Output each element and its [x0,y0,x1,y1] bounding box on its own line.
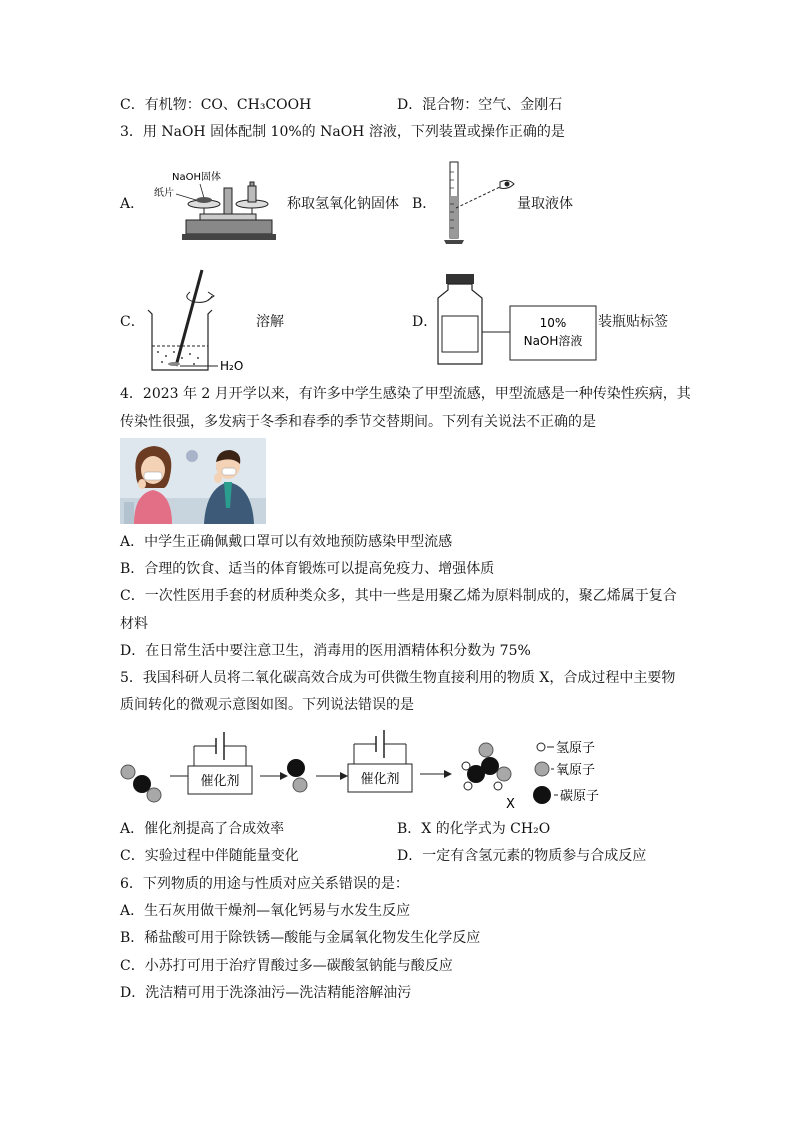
q5-stem-line2: 质间转化的微观示意图如图。下列说法错误的是 [120,697,414,713]
measuring-cylinder-illustration [440,160,520,248]
q3-d-letter: D． [412,314,438,330]
q3-d-caption: 装瓶贴标签 [598,314,668,330]
legend-carbon-label: 碳原子 [560,789,600,804]
q3-b-letter: B． [412,196,437,212]
q3-b-caption: 量取液体 [517,196,573,212]
catalyst-label-1: 催化剂 [200,774,240,789]
q5-option-d: D．一定有含氢元素的物质参与合成反应 [397,848,647,864]
q3-c-letter: C． [120,314,145,330]
q4-stem-line2: 传染性很强，多发病于冬季和春季的季节交替期间。下列有关说法不正确的是 [120,414,596,430]
product-x-label: X [506,797,515,812]
water-label: H₂O [220,359,244,373]
q3-a-caption: 称取氢氧化钠固体 [287,196,399,212]
q4-option-c-line1: C．一次性医用手套的材质种类众多，其中一些是用聚乙烯为原料制成的，聚乙烯属于复合 [120,588,677,604]
bottle-label-solution: NaOH溶液 [523,334,583,348]
legend-oxygen-label: 氧原子 [556,763,596,778]
q5-stem-line1: 5．我国科研人员将二氧化碳高效合成为可供微生物直接利用的物质 X，合成过程中主要物 [120,670,676,686]
paper-label: 纸片 [154,188,174,199]
legend-hydrogen-label: 氢原子 [556,741,596,756]
q4-option-d: D．在日常生活中要注意卫生，消毒用的医用酒精体积分数为 75% [120,643,531,659]
balance-illustration [152,166,277,242]
q5-option-c: C．实验过程中伴随能量变化 [120,848,299,864]
q6-option-d: D．洗洁精可用于洗涤油污—洗洁精能溶解油污 [120,985,412,1001]
q4-stem-line1: 4．2023 年 2 月开学以来，有许多中学生感染了甲型流感，甲型流感是一种传染性疾病，其 [120,386,691,402]
q2-option-d: D．混合物：空气、金刚石 [397,97,563,113]
flu-cartoon-image [120,438,266,524]
reagent-bottle-illustration [436,272,598,368]
q4-option-a: A．中学生正确佩戴口罩可以有效地预防感染甲型流感 [120,534,453,550]
q4-option-b: B．合理的饮食、适当的体育锻炼可以提高免疫力、增强体质 [120,561,495,577]
q3-stem: 3．用 NaOH 固体配制 10%的 NaOH 溶液，下列装置或操作正确的是 [120,124,565,140]
q6-option-a: A．生石灰用做干燥剂—氧化钙易与水发生反应 [120,903,411,919]
q5-option-a: A．催化剂提高了合成效率 [120,821,285,837]
q6-option-c: C．小苏打可用于治疗胃酸过多—碳酸氢钠能与酸反应 [120,958,453,974]
q5-option-b: B．X 的化学式为 CH₂O [397,821,551,837]
q3-c-caption: 溶解 [256,314,284,330]
q3-a-letter: A． [120,196,145,212]
q4-option-c-line2: 材料 [120,616,148,632]
beaker-stirring-illustration [142,266,252,376]
naoh-solid-label: NaOH固体 [172,172,221,183]
q6-option-b: B．稀盐酸可用于除铁锈—酸能与金属氧化物发生化学反应 [120,930,481,946]
catalyst-label-2: 催化剂 [360,772,400,787]
reaction-diagram [118,728,618,814]
bottle-label-concentration: 10% [539,316,567,330]
q6-stem: 6．下列物质的用途与性质对应关系错误的是： [120,876,409,892]
q2-option-c: C．有机物：CO、CH₃COOH [120,97,312,113]
